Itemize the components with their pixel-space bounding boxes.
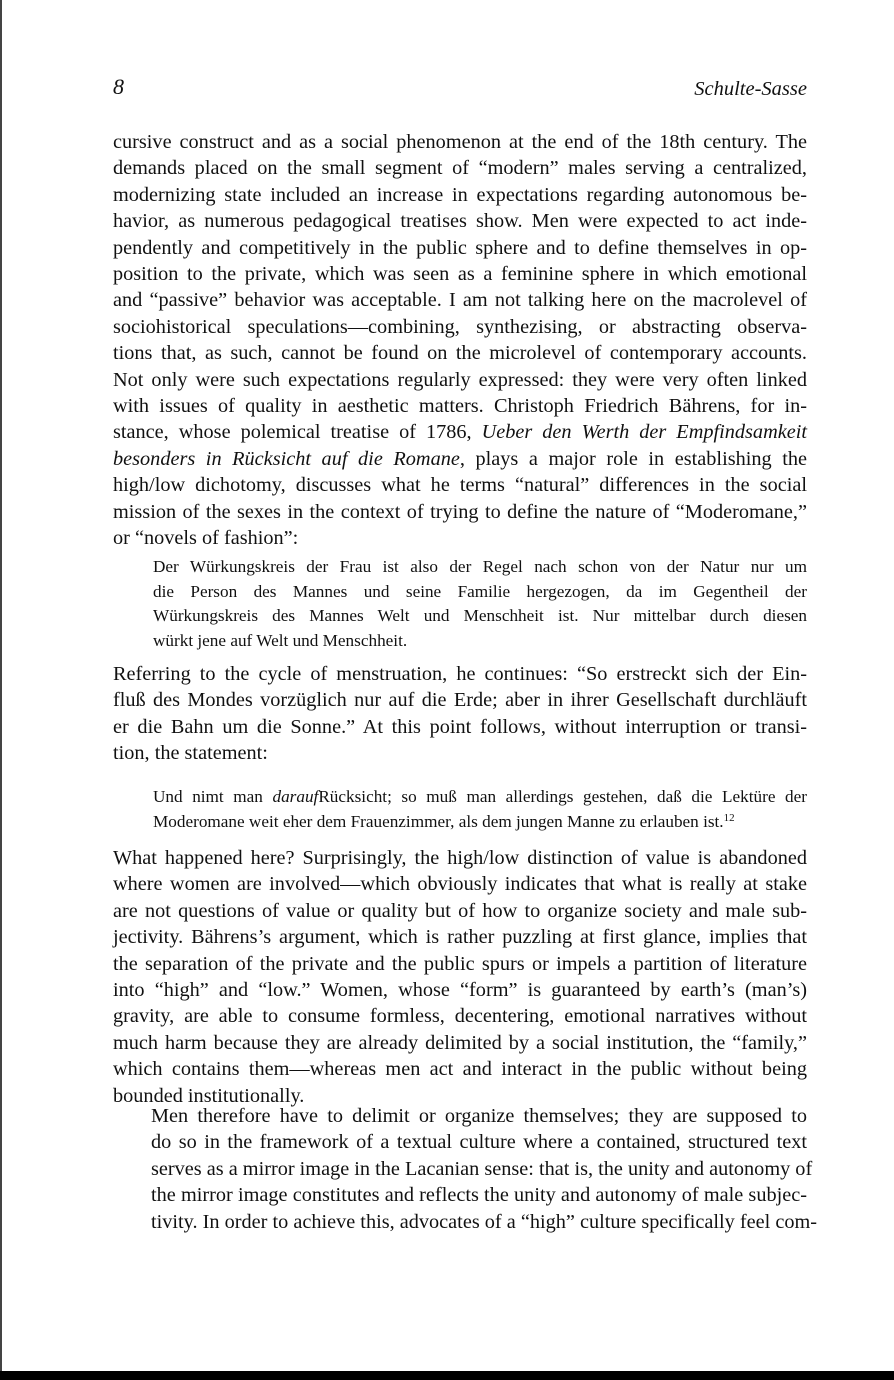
text-line: cursive construct and as a social phenomenon at the end of the 18th century. The (113, 131, 807, 153)
page-edge (0, 0, 2, 1380)
book-title-italic: besonders in Rücksicht auf die Romane (113, 447, 460, 470)
paragraph-1 (113, 129, 807, 552)
text-line: gravity, are able to consume formless, decentering, emotional narratives without (113, 1005, 807, 1028)
text-line: mission of the sexes in the context of trying to define the nature of “Moderomane,” (113, 500, 807, 523)
text-line: sociohistorical speculations—combining, synthezising, or abstracting observa- (113, 315, 807, 338)
quote-line (153, 785, 807, 810)
text-line: pendently and competitively in the public sphere and to define themselves in op- (113, 236, 807, 259)
text-line: high/low dichotomy, discusses what he terms “natural” differences in the social (113, 474, 807, 497)
text-line: fluß des Mondes vorzüglich nur auf die Erde; aber in ihrer Gesellschaft durchläuft (113, 689, 807, 712)
quote-line: würkt jene auf Welt und Menschheit. (153, 630, 408, 650)
text-line: serves as a mirror image in the Lacanian sense: that is, the unity and autonomy of (151, 1157, 813, 1180)
quote-line: Würkungskreis des Mannes Welt und Menschheit ist. Nur mittelbar durch diesen (153, 606, 807, 625)
text-run: Und nimt man (153, 787, 273, 806)
quote-line (153, 810, 807, 835)
text-line: Referring to the cycle of menstruation, he continues: “So erstreckt sich der Ein- (113, 663, 807, 685)
text-line: er die Bahn um die Sonne.” At this point follows, without interruption or transi- (113, 715, 807, 738)
text-run: , plays a major role in establishing the (459, 447, 807, 470)
running-head: Schulte-Sasse (694, 78, 807, 100)
text-line: or “novels of fashion”: (113, 527, 299, 550)
text-line: are not questions of value or quality but of how to organize society and male sub- (113, 899, 807, 922)
paragraph-3 (113, 845, 807, 1109)
text-line (113, 446, 807, 472)
text-line: modernizing state included an increase in expectations regarding autonomous be- (113, 183, 807, 206)
block-quote-2 (153, 785, 807, 834)
text-line: Not only were such expectations regularly expressed: they were very often linked (113, 368, 807, 391)
page-number: 8 (113, 74, 124, 99)
text-line: and “passive” behavior was acceptable. I am not talking here on the macrolevel of (113, 289, 807, 312)
paragraph-2 (113, 661, 807, 767)
text-run: Moderomane weit eher dem Frauenzimmer, als dem jungen Manne zu erlauben ist. (153, 811, 724, 831)
paragraph-4 (113, 1103, 818, 1235)
book-title-italic: Ueber den Werth der Empfindsamkeit (481, 421, 807, 444)
quote-line: Der Würkungskreis der Frau ist also der Regel nach schon von der Natur nur um (153, 557, 807, 576)
text-line: demands placed on the small segment of “modern” males serving a centralized, (113, 157, 807, 180)
text-line: jectivity. Bährens’s argument, which is rather puzzling at first glance, implies that (113, 926, 807, 949)
text-line: What happened here? Surprisingly, the high/low distinction of value is abandoned (113, 847, 807, 869)
text-line (113, 419, 807, 445)
italic-word: darauf (272, 787, 319, 806)
text-line: do so in the framework of a textual culture where a contained, structured text (151, 1131, 807, 1154)
block-quote-1 (153, 555, 807, 653)
text-line: where women are involved—which obviously indicates that what is really at stake (113, 873, 807, 896)
footnote-marker[interactable]: 12 (723, 811, 735, 824)
scan-bottom-border (0, 1371, 894, 1380)
text-line: havior, as numerous pedagogical treatises show. Men were expected to act inde- (113, 210, 807, 233)
text-line: tivity. In order to achieve this, advocates of a “high” culture specifically feel com- (151, 1210, 818, 1233)
text-line: tions that, as such, cannot be found on the microlevel of contemporary accounts. (113, 342, 807, 365)
text-line: which contains them—whereas men act and interact in the public without being (113, 1058, 807, 1081)
text-run: stance, whose polemical treatise of 1786, (113, 421, 482, 444)
text-line: Men therefore have to delimit or organize themselves; they are supposed to (151, 1105, 807, 1127)
text-line: much harm because they are already delimited by a social institution, the “family,” (113, 1031, 807, 1054)
text-line: into “high” and “low.” Women, whose “form” is guaranteed by earth’s (man’s) (113, 979, 807, 1002)
text-line: the mirror image constitutes and reflects the unity and autonomy of male subjec- (151, 1184, 807, 1207)
text-line: position to the private, which was seen as a feminine sphere in which emotional (113, 263, 807, 286)
text-line: bounded institutionally. (113, 1084, 305, 1107)
quote-line: die Person des Mannes und seine Familie hergezogen, da im Gegentheil der (153, 581, 807, 601)
text-run: Rücksicht; so muß man allerdings gestehen, daß die Lektüre der (318, 787, 807, 806)
text-line: the separation of the private and the public spurs or impels a partition of literature (113, 952, 807, 975)
text-line: with issues of quality in aesthetic matters. Christoph Friedrich Bährens, for in- (113, 395, 807, 418)
text-line: tion, the statement: (113, 742, 268, 765)
